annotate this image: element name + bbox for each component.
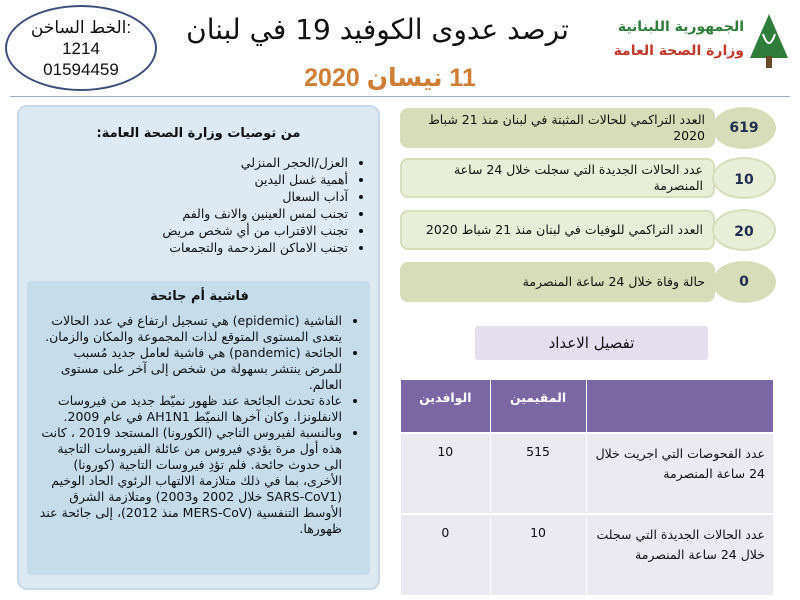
stat-cumulative-cases	[400, 108, 715, 148]
stat-new-deaths-value: 0	[712, 261, 776, 303]
column-header	[586, 380, 773, 433]
stat-new-cases	[400, 158, 715, 198]
hotline-number-1: 1214	[62, 39, 100, 58]
hotline-number-2: 01594459	[43, 60, 119, 79]
list-item: • العزل/الحجر المنزلي	[19, 154, 348, 171]
stat-cumulative-deaths-value: 20	[712, 209, 776, 251]
stat-label: حالة وفاة خلال 24 ساعة المنصرمة	[522, 274, 705, 289]
list-item: • وبالنسبة لفيروس التاجي (الكورونا) المستجد 2019 ، كانت هذه أول مرة يؤدي فيروس من عائلة الفيروسات التاجية الى حدوث جائحة. فلم تؤدِ فيروسات التاجية (كورونا) الأخرى، بما في ذلك متلازمة الالتهاب الرئوي الحاد الوخيم (SARS-CoV1 خلال 2002 و2003) ومتلازمة الشرق الأوسط التنفسية (MERS-CoV منذ 2012)، إلى جائحة عند ظهورها.	[37, 425, 342, 537]
row-label: عدد الفحوصات التي اجريت خلال 24 ساعة المنصرمة	[586, 433, 773, 514]
cedar-icon	[746, 12, 792, 70]
stat-new-deaths	[400, 262, 715, 302]
list-item: • الفاشية (epidemic) هي تسجيل ارتفاع في عدد الحالات يتعدى المستوى المتوقع لذات المجموعة والمكان والزمان.	[37, 313, 342, 345]
page-title: ترصد عدوى الكوفيد 19 في لبنان	[186, 13, 569, 46]
details-title: تفصيل الاعداد	[475, 326, 708, 360]
table-row	[401, 514, 774, 595]
list-item: • تجنب الاماكن المزدحمة والتجمعات	[19, 239, 348, 256]
stat-label: عدد الحالات الجديدة التي سجلت خلال 24 ساعة المنصرمة	[453, 162, 703, 193]
header-divider	[10, 96, 790, 97]
report-date: 11 نيسان 2020	[304, 64, 476, 92]
logo-line-2: وزارة الصحة العامة	[613, 43, 744, 59]
ministry-logo	[598, 12, 792, 74]
logo-line-1: الجمهورية اللبنانية	[617, 19, 744, 35]
stat-label: العدد التراكمي للوفيات في لبنان منذ 21 شباط 2020	[425, 222, 703, 237]
recommendations-list	[19, 154, 378, 256]
details-table	[400, 380, 773, 595]
arrivals-value: 0	[401, 514, 491, 595]
arrivals-value: 10	[401, 433, 491, 514]
residents-value: 515	[490, 433, 586, 514]
list-item: • تجنب الاقتراب من أي شخص مريض	[19, 222, 348, 239]
stat-label: العدد التراكمي للحالات المثبتة في لبنان منذ 21 شباط 2020	[428, 112, 705, 143]
list-item: • أهمية غسل اليدين	[19, 171, 348, 188]
hotline-label: الخط الساخن:	[30, 18, 132, 37]
epidemic-pandemic-box	[27, 281, 370, 575]
hotline-oval	[5, 5, 157, 91]
stat-cumulative-cases-value: 619	[712, 107, 776, 149]
recommendations-title: من توصيات وزارة الصحة العامة:	[96, 126, 301, 141]
list-item: • الجائحة (pandemic) هي فاشية لعامل جديد مُسبب للمرض ينتشر بسهولة من شخص إلى آخر على مستوى العالم.	[37, 345, 342, 393]
list-item: • عادة تحدث الجائحة عند ظهور نميّط جديد من فيروسات الانفلونزا. وكان آخرها النميّط AH1N1 في عام 2009.	[37, 393, 342, 425]
column-header-residents: المقيمين	[490, 380, 586, 433]
row-label: عدد الحالات الجديدة التي سجلت خلال 24 ساعة المنصرمة	[586, 514, 773, 595]
epidemic-title: فاشية أم جائحة	[150, 289, 249, 304]
stat-new-cases-value: 10	[712, 157, 776, 199]
stat-cumulative-deaths	[400, 210, 715, 250]
table-row	[401, 433, 774, 514]
column-header-arrivals: الوافدين	[401, 380, 491, 433]
residents-value: 10	[490, 514, 586, 595]
epidemic-list	[37, 313, 362, 537]
list-item: • تجنب لمس العينين والانف والفم	[19, 205, 348, 222]
list-item: • آداب السعال	[19, 188, 348, 205]
table-header-row	[401, 380, 774, 433]
